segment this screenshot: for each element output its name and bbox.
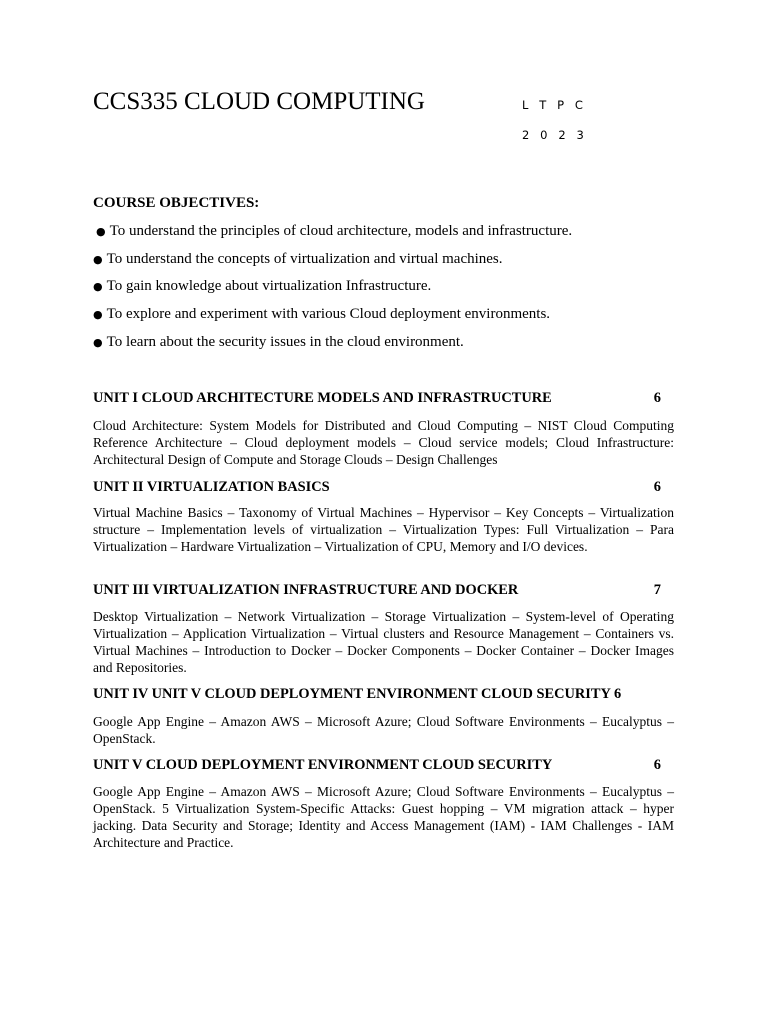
unit-description: Cloud Architecture: System Models for Distributed and Cloud Computing – NIST Cloud Computing Reference Architecture – Cloud deployment models – Cloud service models; Cloud Infrastructure: Architectural Design of Compute and Storage Clouds – Design Challenges (93, 418, 674, 467)
unit-description: Virtual Machine Basics – Taxonomy of Virtual Machines – Hypervisor – Key Concepts – Virtualization structure – Implementation levels of virtualization – Virtualization Types: Full Virtualization – Para Virtualization – Hardware Virtualization – Virtualization of CPU, Memory and I/O devices. (93, 505, 674, 554)
unit-heading (93, 389, 661, 407)
unit-description: Google App Engine – Amazon AWS – Microsoft Azure; Cloud Software Environments – Eucalyptus – OpenStack. 5 Virtualization System-Specific Attacks: Guest hopping – VM migration attack – hyper jacking. Data Security and Storage; Identity and Access Management (IAM) - IAM Challenges - IAM Architecture and Practice. (93, 784, 674, 850)
unit-heading (93, 685, 661, 703)
objectives-heading: COURSE OBJECTIVES: (93, 195, 260, 211)
objective-item: ● To understand the principles of cloud architecture, models and infrastructure. (96, 223, 573, 239)
objective-item: ● To gain knowledge about virtualization Infrastructure. (93, 278, 432, 294)
unit-title: UNIT IV UNIT V CLOUD DEPLOYMENT ENVIRONMENT CLOUD SECURITY 6 (93, 686, 622, 702)
objective-item: ● To explore and experiment with various Cloud deployment environments. (93, 306, 551, 322)
unit-hours: 6 (653, 479, 661, 495)
unit-heading (93, 756, 661, 774)
objective-item: ● To learn about the security issues in the cloud environment. (93, 334, 464, 350)
unit-description: Desktop Virtualization – Network Virtualization – Storage Virtualization – System-level of Operating Virtualization – Application Virtualization – Virtual clusters and Resource Management – Containers vs. Virtual Machines – Introduction to Docker – Docker Components – Docker Container – Docker Images and Repositories. (93, 609, 674, 675)
unit-description: Google App Engine – Amazon AWS – Microsoft Azure; Cloud Software Environments – Eucalyptus – OpenStack. (93, 714, 674, 746)
unit-hours: 6 (653, 390, 661, 406)
objective-item: ● To understand the concepts of virtualization and virtual machines. (93, 251, 503, 267)
unit-heading (93, 478, 661, 496)
unit-title: UNIT V CLOUD DEPLOYMENT ENVIRONMENT CLOUD SECURITY (93, 757, 553, 773)
unit-heading (93, 581, 661, 599)
bullet-icon: ● (93, 280, 103, 293)
unit-title: UNIT III VIRTUALIZATION INFRASTRUCTURE AND DOCKER (93, 582, 519, 598)
bullet-icon: ● (93, 253, 103, 266)
unit-hours: 6 (653, 757, 661, 773)
bullet-icon: ● (93, 336, 103, 349)
course-title: CCS335 CLOUD COMPUTING (93, 88, 425, 115)
ltpc-header: L T P C (522, 98, 587, 112)
unit-title: UNIT II VIRTUALIZATION BASICS (93, 479, 330, 495)
bullet-icon: ● (93, 308, 103, 321)
unit-title: UNIT I CLOUD ARCHITECTURE MODELS AND INFRASTRUCTURE (93, 390, 552, 406)
unit-hours: 7 (653, 582, 661, 598)
ltpc-values: 2 0 2 3 (522, 128, 588, 142)
bullet-icon: ● (96, 225, 106, 238)
